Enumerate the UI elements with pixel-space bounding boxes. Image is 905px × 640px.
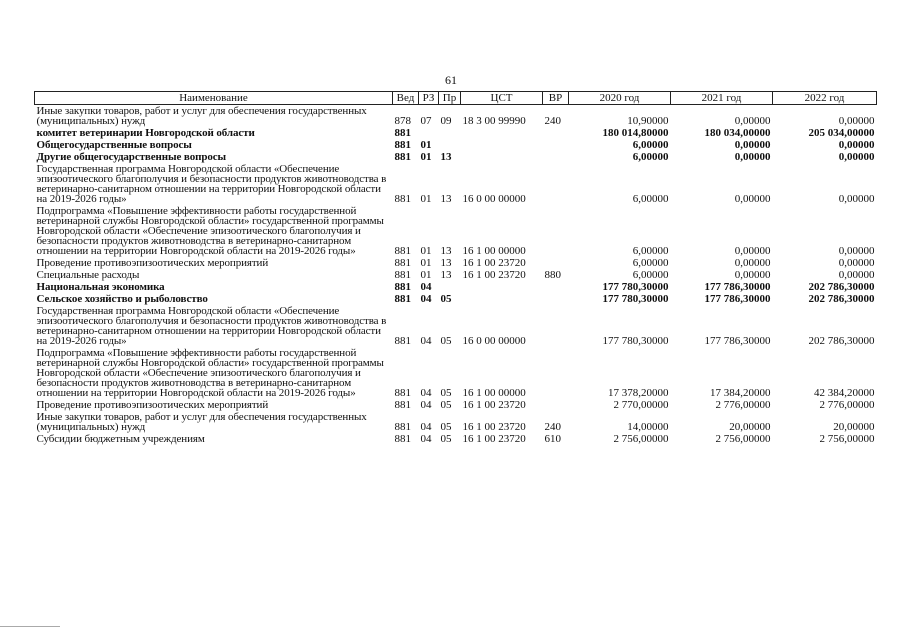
cell-2021: 0,00000: [734, 115, 771, 127]
cell-2022: 202 786,30000: [808, 281, 875, 293]
col-header-ved: Вед: [393, 92, 419, 105]
cell-pr: 05: [440, 335, 452, 347]
col-header-cst: ЦСТ: [461, 92, 543, 105]
cell-2022: 205 034,00000: [808, 127, 875, 139]
cell-name: Проведение противоэпизоотических мероприятий: [36, 257, 269, 269]
cell-pr: 13: [440, 151, 452, 163]
footer-rule: [0, 626, 60, 627]
cell-name: Проведение противоэпизоотических мероприятий: [36, 399, 269, 411]
col-header-2022: 2022 год: [773, 92, 877, 105]
cell-2020: 6,00000: [632, 193, 669, 205]
cell-cst: 16 1 00 23720: [462, 257, 526, 269]
cell-cst: 16 1 00 23720: [462, 399, 526, 411]
cell-name: Сельское хозяйство и рыболовство: [36, 293, 208, 305]
cell-name: Иные закупки товаров, работ и услуг для обеспечения государственных (муниципальных) нужд: [36, 411, 367, 433]
cell-cst: 16 0 00 00000: [462, 193, 526, 205]
cell-ved: 881: [394, 335, 411, 347]
cell-2021: 0,00000: [734, 245, 771, 257]
cell-vr: [543, 151, 569, 163]
cell-vr: [543, 347, 569, 399]
cell-2022: 42 384,20000: [814, 387, 875, 399]
cell-2020: 180 014,80000: [602, 127, 669, 139]
cell-name: Другие общегосударственные вопросы: [36, 151, 227, 163]
cell-rz: 04: [420, 399, 432, 411]
cell-ved: 881: [394, 193, 411, 205]
cell-2020: 6,00000: [632, 269, 669, 281]
cell-rz: 04: [420, 421, 432, 433]
cell-2022: 202 786,30000: [808, 335, 875, 347]
cell-vr: [543, 127, 569, 139]
cell-vr: [543, 139, 569, 151]
cell-ved: 881: [394, 421, 411, 433]
cell-cst: [461, 151, 543, 163]
cell-ved: 881: [394, 433, 411, 445]
cell-rz: 01: [420, 139, 432, 151]
cell-2020: 2 770,00000: [613, 399, 669, 411]
cell-vr: 240: [544, 421, 561, 433]
cell-rz: 01: [420, 269, 432, 281]
cell-2020: 177 780,30000: [602, 293, 669, 305]
cell-pr: 05: [440, 387, 452, 399]
cell-2021: 0,00000: [734, 257, 771, 269]
cell-2022: 0,00000: [838, 245, 875, 257]
table-row: [35, 105, 877, 128]
cell-ved: 878: [394, 115, 411, 127]
cell-2021: 177 786,30000: [704, 293, 771, 305]
col-header-pr: Пр: [439, 92, 461, 105]
table-row: [35, 305, 877, 347]
cell-2020: 17 378,20000: [608, 387, 669, 399]
cell-2021: 177 786,30000: [704, 335, 771, 347]
cell-cst: 16 0 00 00000: [462, 335, 526, 347]
cell-2020: 177 780,30000: [602, 281, 669, 293]
cell-cst: 18 3 00 99990: [462, 115, 526, 127]
table-row: [35, 151, 877, 163]
cell-pr: 05: [440, 433, 452, 445]
col-header-name: Наименование: [35, 92, 393, 105]
cell-rz: 01: [420, 193, 432, 205]
cell-name: Субсидии бюджетным учреждениям: [36, 433, 205, 445]
table-body: [35, 105, 877, 446]
cell-ved: 881: [394, 139, 411, 151]
table-row: [35, 139, 877, 151]
cell-pr: 05: [440, 399, 452, 411]
cell-ved: 881: [394, 257, 411, 269]
table-header: [35, 92, 877, 105]
cell-pr: 05: [440, 421, 452, 433]
cell-2020: 6,00000: [632, 257, 669, 269]
cell-cst: [461, 127, 543, 139]
cell-pr: 05: [440, 293, 452, 305]
cell-cst: [461, 139, 543, 151]
cell-rz: 04: [420, 335, 432, 347]
cell-rz: 04: [420, 433, 432, 445]
cell-vr: [543, 281, 569, 293]
table-row: [35, 257, 877, 269]
cell-rz: 01: [420, 257, 432, 269]
cell-name: Специальные расходы: [36, 269, 140, 281]
cell-2020: 2 756,00000: [613, 433, 669, 445]
cell-pr: 13: [440, 269, 452, 281]
cell-cst: 16 1 00 00000: [462, 387, 526, 399]
cell-name: Национальная экономика: [36, 281, 165, 293]
cell-name: Государственная программа Новгородской области «Обеспечение эпизоотического благополучия и безопасности продуктов животноводства в ветеринарно-санитарном отношении на территории Новгородской области на 2019-2026 годы»: [36, 305, 387, 347]
col-header-rz: РЗ: [419, 92, 439, 105]
table-row: [35, 347, 877, 399]
cell-vr: 240: [544, 115, 561, 127]
cell-2020: 6,00000: [632, 151, 669, 163]
cell-pr: [439, 139, 461, 151]
cell-ved: 881: [394, 399, 411, 411]
cell-vr: [543, 305, 569, 347]
cell-name: комитет ветеринарии Новгородской области: [36, 127, 255, 139]
cell-2021: 0,00000: [734, 269, 771, 281]
cell-2020: 6,00000: [632, 139, 669, 151]
cell-name: Подпрограмма «Повышение эффективности работы государственной ветеринарной службы Новгородской области» государственной программы Новгородской области «Обеспечение эпизоотического благополучия и безопасности продуктов животноводства в ветеринарно-санитарном отношении на территории Новгородской области на 2019-2026 годы»: [36, 347, 384, 399]
cell-vr: [543, 399, 569, 411]
table-row: [35, 293, 877, 305]
cell-pr: 09: [440, 115, 452, 127]
cell-2022: 0,00000: [838, 269, 875, 281]
cell-vr: [543, 163, 569, 205]
cell-ved: 881: [394, 151, 411, 163]
cell-2021: 0,00000: [734, 193, 771, 205]
cell-rz: 01: [420, 245, 432, 257]
cell-2022: 0,00000: [838, 151, 875, 163]
cell-2021: 177 786,30000: [704, 281, 771, 293]
cell-ved: 881: [394, 269, 411, 281]
table-row: [35, 269, 877, 281]
cell-name: Государственная программа Новгородской области «Обеспечение эпизоотического благополучия и безопасности продуктов животноводства в ветеринарно-санитарном отношении на территории Новгородской области на 2019-2026 годы»: [36, 163, 387, 205]
cell-pr: [439, 281, 461, 293]
cell-2022: 0,00000: [838, 193, 875, 205]
cell-ved: 881: [394, 281, 411, 293]
cell-2020: 10,90000: [627, 115, 669, 127]
cell-2020: 14,00000: [627, 421, 669, 433]
cell-2022: 202 786,30000: [808, 293, 875, 305]
cell-2021: 2 756,00000: [715, 433, 771, 445]
table-row: [35, 411, 877, 433]
cell-2022: 0,00000: [838, 257, 875, 269]
table-row: [35, 433, 877, 445]
cell-ved: 881: [394, 245, 411, 257]
cell-pr: 13: [440, 193, 452, 205]
cell-rz: 04: [420, 281, 432, 293]
budget-table: [34, 91, 877, 445]
cell-vr: 880: [544, 269, 561, 281]
cell-rz: 07: [420, 115, 432, 127]
cell-2022: 2 776,00000: [819, 399, 875, 411]
cell-cst: [461, 281, 543, 293]
cell-rz: [419, 127, 439, 139]
table-row: [35, 399, 877, 411]
cell-pr: 13: [440, 245, 452, 257]
cell-rz: 04: [420, 293, 432, 305]
col-header-vr: ВР: [543, 92, 569, 105]
page-number: 61: [445, 73, 457, 87]
cell-2022: 2 756,00000: [819, 433, 875, 445]
cell-vr: [543, 293, 569, 305]
cell-pr: 13: [440, 257, 452, 269]
cell-vr: [543, 205, 569, 257]
cell-2020: 6,00000: [632, 245, 669, 257]
cell-vr: 610: [544, 433, 561, 445]
cell-vr: [543, 257, 569, 269]
cell-2021: 0,00000: [734, 139, 771, 151]
cell-2021: 20,00000: [729, 421, 771, 433]
col-header-2021: 2021 год: [671, 92, 773, 105]
table-row: [35, 127, 877, 139]
cell-name: Иные закупки товаров, работ и услуг для обеспечения государственных (муниципальных) нужд: [36, 105, 367, 127]
cell-2021: 180 034,00000: [704, 127, 771, 139]
table-row: [35, 163, 877, 205]
cell-2020: 177 780,30000: [602, 335, 669, 347]
table-row: [35, 205, 877, 257]
cell-2021: 2 776,00000: [715, 399, 771, 411]
cell-2021: 17 384,20000: [710, 387, 771, 399]
cell-name: Общегосударственные вопросы: [36, 139, 192, 151]
col-header-2020: 2020 год: [569, 92, 671, 105]
cell-cst: 16 1 00 23720: [462, 433, 526, 445]
cell-ved: 881: [394, 387, 411, 399]
cell-name: Подпрограмма «Повышение эффективности работы государственной ветеринарной службы Новгородской области» государственной программы Новгородской области «Обеспечение эпизоотического благополучия и безопасности продуктов животноводства в ветеринарно-санитарном отношении на территории Новгородской области на 2019-2026 годы»: [36, 205, 384, 257]
cell-pr: [439, 127, 461, 139]
cell-2021: 0,00000: [734, 151, 771, 163]
cell-rz: 01: [420, 151, 432, 163]
cell-2022: 20,00000: [833, 421, 875, 433]
cell-cst: [461, 293, 543, 305]
cell-cst: 16 1 00 23720: [462, 269, 526, 281]
cell-2022: 0,00000: [838, 139, 875, 151]
cell-ved: 881: [394, 293, 411, 305]
cell-rz: 04: [420, 387, 432, 399]
cell-ved: 881: [394, 127, 411, 139]
table-row: [35, 281, 877, 293]
cell-cst: 16 1 00 23720: [462, 421, 526, 433]
cell-cst: 16 1 00 00000: [462, 245, 526, 257]
cell-2022: 0,00000: [838, 115, 875, 127]
